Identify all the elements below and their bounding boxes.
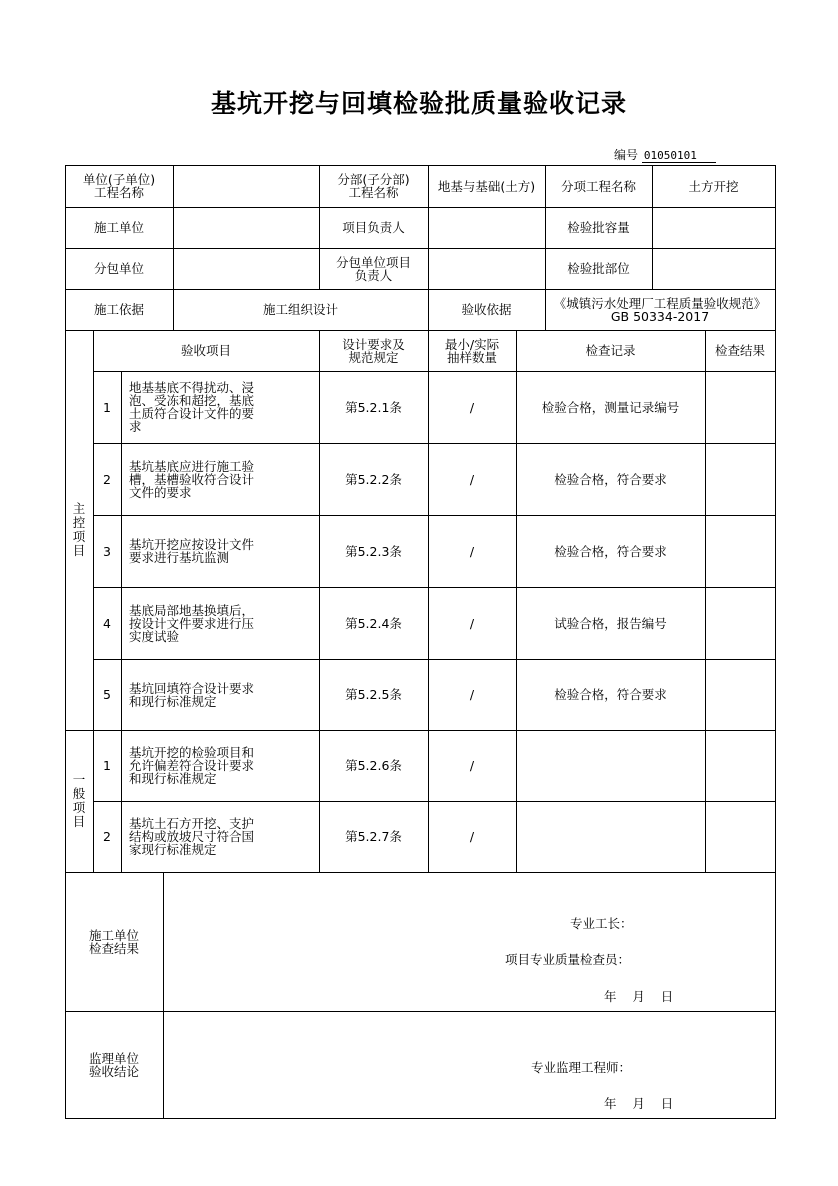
main_items-no: 1 [103, 399, 111, 415]
contractor-label: 施工单位 [93, 220, 144, 235]
main_items-spec: 第5.2.5条 [345, 687, 402, 702]
sub-pm-value [428, 248, 545, 289]
general_items-spec: 第5.2.7条 [345, 829, 402, 844]
col-design-header: 设计要求及 规范规定 [342, 336, 405, 365]
grid-line [65, 1011, 776, 1012]
main_items-no: 5 [103, 687, 111, 702]
main_items-sample: / [469, 687, 475, 702]
main_items-no: 3 [103, 543, 111, 559]
main_items-spec: 第5.2.2条 [345, 471, 402, 487]
main_items-spec: 第5.2.1条 [345, 399, 402, 415]
unit-name-label: 单位(子单位) 工程名称 [82, 172, 156, 200]
general_items-result [705, 730, 775, 801]
supervisor-date-label: 年 月 日 [604, 1096, 674, 1111]
batch-capacity-label: 检验批容量 [567, 220, 630, 235]
main_items-no: 4 [103, 615, 111, 631]
general_items-desc: 基坑开挖的检验项目和 允许偏差符合设计要求 和现行标准规定 [129, 745, 255, 786]
grid-line [775, 165, 776, 1119]
general_items-sample: / [469, 758, 475, 773]
general_items-record [516, 801, 705, 872]
document-number-label: 编号 [614, 148, 639, 162]
quality-inspector-signature-label: 项目专业质量检查员： [505, 952, 631, 967]
project-manager-label: 项目负责人 [342, 220, 405, 235]
acceptance-basis-value: 《城镇污水处理厂工程质量验收规范》 GB 50334-2017 [553, 295, 767, 324]
main_items-record: 检验合格，符合要求 [554, 471, 667, 487]
main_items-desc: 基坑开挖应按设计文件 要求进行基坑监测 [129, 537, 255, 565]
construction-basis-value: 施工组织设计 [262, 302, 338, 317]
supervising-engineer-signature-label: 专业监理工程师： [531, 1060, 632, 1075]
main_items-desc: 基坑基底应进行施工验 槽，基槽验收符合设计 文件的要求 [129, 458, 255, 500]
document-number-value: 01050101 [642, 149, 716, 163]
general_items-record [516, 730, 705, 801]
item-name-value: 土方开挖 [688, 178, 739, 194]
col-item-header: 验收项目 [180, 343, 231, 358]
col-sample-header: 最小/实际 抽样数量 [444, 336, 500, 365]
document-number [614, 146, 716, 163]
main_items-sample: / [469, 471, 475, 487]
main_items-desc: 基坑回填符合设计要求 和现行标准规定 [129, 680, 255, 709]
general_items-desc: 基坑土石方开挖、支护 结构或放坡尺寸符合国 家现行标准规定 [129, 816, 255, 857]
main_items-record: 检验合格，测量记录编号 [541, 399, 680, 415]
main-control-group-label: 主控项目 [72, 501, 86, 558]
subdivision-label: 分部(子分部) 工程名称 [337, 172, 410, 200]
project-manager-value [428, 207, 545, 248]
main_items-record: 检验合格，符合要求 [554, 687, 667, 702]
general-group-label: 一般项目 [72, 772, 86, 829]
unit-name-value [173, 165, 319, 207]
grid-line [163, 872, 164, 1119]
main_items-sample: / [469, 543, 475, 559]
contractor-date-label: 年 月 日 [604, 989, 674, 1004]
general_items-sample: / [469, 829, 475, 844]
acceptance-basis-label: 验收依据 [461, 302, 512, 317]
batch-part-value [652, 248, 775, 289]
item-name-label: 分项工程名称 [560, 178, 636, 194]
main_items-sample: / [469, 615, 475, 631]
grid-line [65, 1118, 776, 1119]
main_items-sample: / [469, 399, 475, 415]
contractor-check-label: 施工单位 检查结果 [88, 927, 139, 956]
batch-capacity-value [652, 207, 775, 248]
general_items-result [705, 801, 775, 872]
contractor-value [173, 207, 319, 248]
main_items-result [705, 443, 775, 515]
subcontractor-value [173, 248, 319, 289]
general_items-spec: 第5.2.6条 [345, 758, 402, 773]
main_items-spec: 第5.2.4条 [345, 615, 402, 631]
construction-basis-label: 施工依据 [93, 302, 144, 317]
subcontractor-label: 分包单位 [93, 261, 144, 276]
general_items-no: 2 [103, 829, 111, 844]
col-result-header: 检查结果 [714, 343, 765, 358]
main_items-result [705, 587, 775, 659]
main_items-result [705, 371, 775, 443]
main_items-record: 试验合格，报告编号 [554, 615, 667, 631]
main_items-desc: 基底局部地基换填后， 按设计文件要求进行压 实度试验 [129, 602, 255, 644]
main_items-no: 2 [103, 471, 111, 487]
main_items-desc: 地基基底不得扰动、浸 泡、受冻和超挖，基底 土质符合设计文件的要 求 [129, 380, 255, 434]
main_items-spec: 第5.2.3条 [345, 543, 402, 559]
main_items-result [705, 659, 775, 730]
foreman-signature-label: 专业工长： [570, 916, 633, 931]
sub-pm-label: 分包单位项目 负责人 [335, 254, 411, 283]
general_items-no: 1 [103, 758, 111, 773]
main_items-record: 检验合格，符合要求 [554, 543, 667, 559]
subdivision-value: 地基与基础(土方) [437, 178, 536, 194]
batch-part-label: 检验批部位 [567, 261, 630, 276]
page-title: 基坑开挖与回填检验批质量验收记录 [210, 89, 627, 118]
col-record-header: 检查记录 [585, 343, 636, 358]
main_items-result [705, 515, 775, 587]
grid-line [65, 872, 776, 873]
supervisor-check-label: 监理单位 验收结论 [88, 1050, 139, 1079]
